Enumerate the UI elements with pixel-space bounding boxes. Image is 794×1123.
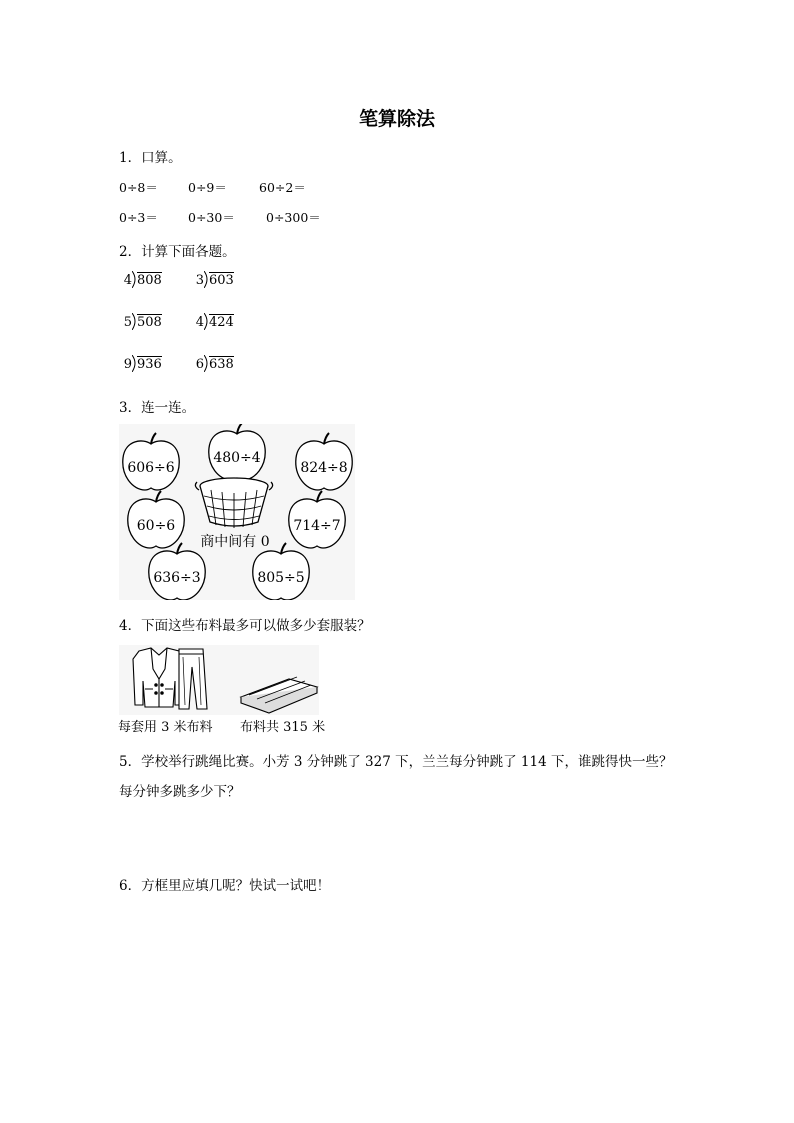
- apple-expression: 805÷5: [257, 570, 305, 586]
- matching-illustration: [119, 424, 355, 600]
- page-title: 笔算除法: [358, 108, 435, 130]
- apple-expression: 480÷4: [213, 450, 261, 466]
- long-division-problem: [192, 271, 234, 288]
- question-1-heading: 1．口算。: [119, 150, 182, 166]
- divisor: 4: [195, 315, 204, 330]
- long-division-problem: [192, 313, 234, 330]
- question-6-heading: 6．方框里应填几呢？快试一试吧！: [119, 878, 331, 894]
- dividend: 508: [137, 315, 162, 330]
- apple-expression: 606÷6: [127, 460, 175, 476]
- oral-calc-item: 0÷30＝: [188, 210, 235, 225]
- long-division-problem: [192, 355, 234, 372]
- oral-calc-item: 0÷300＝: [266, 210, 321, 225]
- oral-calc-item: 0÷3＝: [119, 210, 158, 225]
- jacket-icon: [133, 648, 185, 707]
- apple-expression: 824÷8: [300, 460, 348, 476]
- question-2-heading: 2．计算下面各题。: [119, 244, 236, 260]
- apple-expression: 60÷6: [136, 518, 176, 534]
- fabric-total-caption: 布料共 315 米: [240, 720, 326, 735]
- question-3-heading: 3．连一连。: [119, 400, 196, 416]
- long-division-problem: [120, 355, 162, 372]
- fabric-per-suit-caption: 每套用 3 米布料: [118, 720, 213, 735]
- dividend: 638: [209, 357, 234, 372]
- basket-label: 商中间有 0: [200, 534, 270, 550]
- oral-calc-item: 60÷2＝: [259, 180, 306, 195]
- divisor: 4: [123, 273, 132, 288]
- dividend: 424: [209, 315, 234, 330]
- oral-calc-item: 0÷9＝: [188, 180, 227, 195]
- dividend: 603: [209, 273, 234, 288]
- long-division-problem: [120, 313, 162, 330]
- question-5-text: 5．学校举行跳绳比赛。小芳 3 分钟跳了 327 下，兰兰每分钟跳了 114 下，谁跳得快一些？: [119, 754, 673, 770]
- apple-expression: 714÷7: [293, 518, 341, 534]
- long-division-problem: [120, 271, 162, 288]
- question-5-text-continued: 每分钟多跳多少下？: [119, 784, 241, 800]
- dividend: 808: [137, 273, 162, 288]
- divisor: 3: [195, 273, 204, 288]
- apple-expression: 636÷3: [153, 570, 201, 586]
- oral-calc-item: 0÷8＝: [119, 180, 158, 195]
- question-4-heading: 4．下面这些布料最多可以做多少套服装？: [119, 618, 371, 634]
- dividend: 936: [137, 357, 162, 372]
- divisor: 5: [123, 315, 132, 330]
- divisor: 9: [123, 357, 132, 372]
- divisor: 6: [195, 357, 204, 372]
- clothing-illustration: [119, 645, 319, 715]
